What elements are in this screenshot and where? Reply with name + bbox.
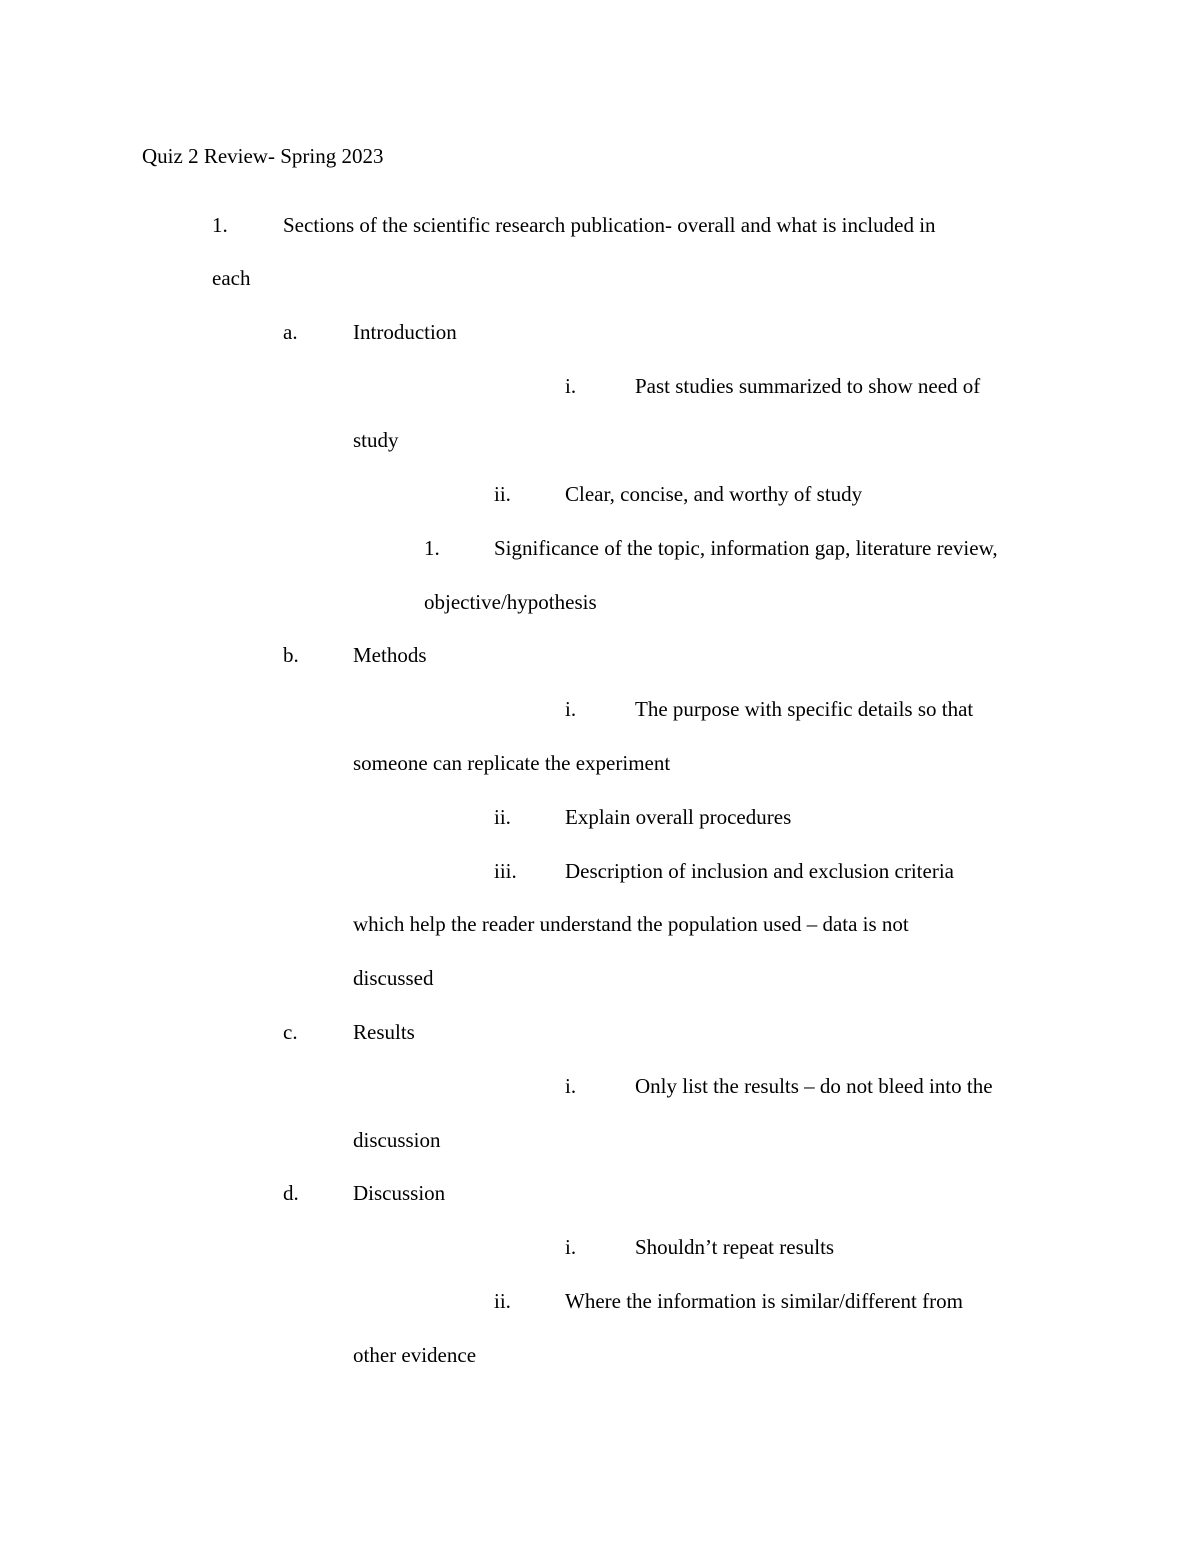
results-point-i-line1: Only list the results – do not bleed into the bbox=[635, 1074, 993, 1098]
introduction-subpoint-1-line2: objective/hypothesis bbox=[424, 590, 597, 614]
list-marker-c-i: i. bbox=[565, 1074, 577, 1098]
list-marker-a-ii-1: 1. bbox=[424, 536, 440, 560]
list-marker-b-i: i. bbox=[565, 697, 577, 721]
introduction-point-i-line2: study bbox=[353, 428, 399, 452]
methods-point-iii-line3: discussed bbox=[353, 966, 434, 990]
list-marker-1: 1. bbox=[212, 213, 228, 237]
discussion-point-i: Shouldn’t repeat results bbox=[635, 1235, 835, 1259]
methods-point-i-line1: The purpose with specific details so that bbox=[635, 697, 974, 721]
list-marker-c: c. bbox=[283, 1020, 298, 1044]
list-marker-a: a. bbox=[283, 320, 298, 344]
list-marker-b: b. bbox=[283, 643, 299, 667]
document-title: Quiz 2 Review- Spring 2023 bbox=[142, 144, 384, 168]
introduction-point-ii: Clear, concise, and worthy of study bbox=[565, 482, 863, 506]
discussion-point-ii-line1: Where the information is similar/different from bbox=[565, 1289, 963, 1313]
methods-point-i-line2: someone can replicate the experiment bbox=[353, 751, 671, 775]
list-marker-a-ii: ii. bbox=[494, 482, 511, 506]
methods-point-iii-line1: Description of inclusion and exclusion criteria bbox=[565, 859, 954, 883]
list-marker-b-ii: ii. bbox=[494, 805, 511, 829]
item-1-text-line2: each bbox=[212, 266, 251, 290]
list-marker-b-iii: iii. bbox=[494, 859, 517, 883]
introduction-subpoint-1-line1: Significance of the topic, information gap, literature review, bbox=[494, 536, 998, 560]
introduction-point-i-line1: Past studies summarized to show need of bbox=[635, 374, 981, 398]
list-marker-d-i: i. bbox=[565, 1235, 577, 1259]
methods-point-iii-line2: which help the reader understand the population used – data is not bbox=[353, 912, 909, 936]
methods-point-ii: Explain overall procedures bbox=[565, 805, 792, 829]
list-marker-d: d. bbox=[283, 1181, 299, 1205]
item-1-text-line1: Sections of the scientific research publication- overall and what is included in bbox=[283, 213, 936, 237]
discussion-point-ii-line2: other evidence bbox=[353, 1343, 477, 1367]
list-marker-d-ii: ii. bbox=[494, 1289, 511, 1313]
list-marker-a-i: i. bbox=[565, 374, 577, 398]
section-heading-methods: Methods bbox=[353, 643, 427, 667]
results-point-i-line2: discussion bbox=[353, 1128, 441, 1152]
section-heading-discussion: Discussion bbox=[353, 1181, 446, 1205]
section-heading-results: Results bbox=[353, 1020, 415, 1044]
section-heading-introduction: Introduction bbox=[353, 320, 457, 344]
